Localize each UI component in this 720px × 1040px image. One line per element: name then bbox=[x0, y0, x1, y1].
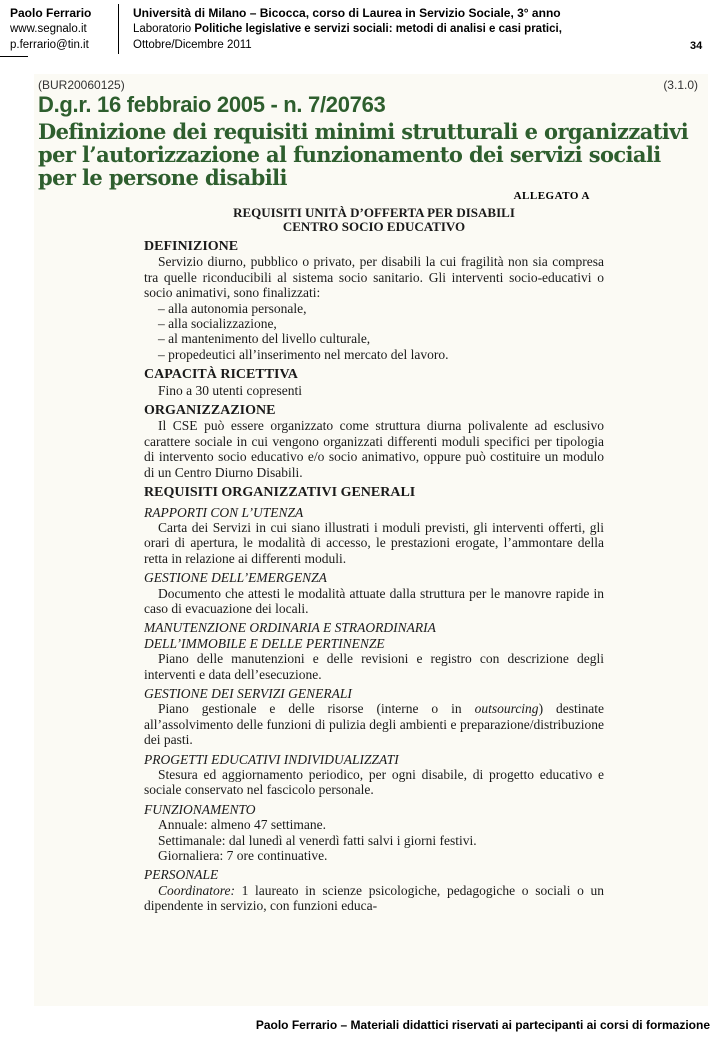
title-line: Definizione dei requisiti minimi strutturali e organizzativi bbox=[38, 119, 689, 144]
subheading-rapporti: RAPPORTI CON L’UTENZA bbox=[144, 504, 304, 520]
document-title bbox=[38, 120, 708, 189]
servizi-text bbox=[144, 701, 604, 747]
author-email: p.ferrario@tin.it bbox=[10, 39, 89, 51]
author-site: www.segnalo.it bbox=[10, 23, 87, 35]
bur-code: (BUR20060125) bbox=[38, 78, 125, 92]
list-item: – al mantenimento del livello culturale, bbox=[144, 331, 604, 346]
personale-label: Coordinatore: bbox=[158, 882, 235, 898]
rapporti-text: Carta dei Servizi in cui siano illustrati i moduli previsti, gli interventi offerti, gli orari di apertura, le modalità di accesso, le prestazioni erogate, l’ammontare della retta in relazione ai differenti moduli. bbox=[144, 519, 604, 566]
page-footer: Paolo Ferrario – Materiali didattici riservati ai partecipanti ai corsi di formazione bbox=[255, 1018, 710, 1032]
section-heading-organizzazione: ORGANIZZAZIONE bbox=[144, 403, 276, 419]
course-line: Università di Milano – Bicocca, corso di Laurea in Servizio Sociale, 3° anno bbox=[133, 6, 561, 20]
subheading-emergenza: GESTIONE DELL’EMERGENZA bbox=[144, 570, 327, 586]
page-number: 34 bbox=[690, 40, 703, 52]
list-item: – alla socializzazione, bbox=[144, 316, 604, 331]
section-heading-capacita: CAPACITÀ RICETTIVA bbox=[144, 367, 298, 383]
section-heading-requisiti: REQUISITI ORGANIZZATIVI GENERALI bbox=[144, 485, 416, 501]
manutenzione-title-line: MANUTENZIONE ORDINARIA E STRAORDINARIA bbox=[144, 620, 436, 636]
list-item: – alla autonomia personale, bbox=[144, 301, 604, 316]
section-ref: (3.1.0) bbox=[663, 78, 698, 92]
dgr-reference: D.g.r. 16 febbraio 2005 - n. 7/20763 bbox=[38, 92, 386, 117]
manutenzione-title-line: DELL’IMMOBILE E DELLE PERTINENZE bbox=[144, 635, 385, 651]
capacita-text: Fino a 30 utenti copresenti bbox=[158, 382, 302, 398]
author-name: Paolo Ferrario bbox=[10, 6, 92, 20]
funz-annuale: Annuale: almeno 47 settimane. bbox=[158, 817, 326, 833]
author-block bbox=[10, 5, 106, 53]
organizzazione-text: Il CSE può essere organizzato come struttura diurna polivalente ad esclusivo carattere sociale in cui vengono organizzati differenti moduli specifici per tipologia di intervento socio educativo e/o socio animativo, oppure può costituire un modulo di un Centro Diurno Disabili. bbox=[144, 418, 604, 480]
servizi-text-a: Piano gestionale e delle risorse (interne o in bbox=[158, 701, 475, 717]
lab-line bbox=[133, 21, 653, 37]
subheading-progetti: PROGETTI EDUCATIVI INDIVIDUALIZZATI bbox=[144, 751, 399, 767]
personale-body: 1 laureato in scienze psicologiche, pedagogiche o sociali o un dipendente in servizio, con funzioni educa- bbox=[144, 882, 604, 914]
scanned-document bbox=[34, 74, 708, 1006]
list-item: – propedeutici all’inserimento nel mercato del lavoro. bbox=[144, 347, 604, 362]
servizi-text-b: ) destinate all’assolvimento delle funzioni di pulizia degli ambienti e preparazione/distribuzione dei pasti. bbox=[144, 701, 604, 748]
title-line: per l’autorizzazione al funzionamento dei servizi sociali bbox=[38, 142, 661, 167]
funz-giornaliera: Giornaliera: 7 ore continuative. bbox=[158, 848, 328, 864]
definizione-text: Servizio diurno, pubblico o privato, per disabili la cui fragilità non sia compresa tra quelle riconducibili al sistema socio sanitario. Gli interventi socio-educativi o socio animativi, sono finalizzati: bbox=[144, 254, 604, 301]
sub-heading: CENTRO SOCIO EDUCATIVO bbox=[282, 219, 466, 234]
subheading-funzionamento: FUNZIONAMENTO bbox=[144, 801, 256, 817]
manutenzione-text: Piano delle manutenzioni e delle revisioni e registro con descrizione degli interventi e data dell’esecuzione. bbox=[144, 651, 604, 682]
personale-text bbox=[144, 883, 604, 914]
servizi-text-em: outsourcing bbox=[474, 701, 539, 717]
header-divider bbox=[118, 4, 119, 54]
page-header bbox=[0, 0, 720, 56]
period-line: Ottobre/Dicembre 2011 bbox=[133, 39, 252, 51]
allegato-label: ALLEGATO A bbox=[513, 190, 590, 202]
lab-prefix: Laboratorio bbox=[133, 23, 195, 35]
course-block bbox=[133, 5, 653, 53]
title-line: per le persone disabili bbox=[38, 165, 287, 190]
section-heading-definizione: DEFINIZIONE bbox=[144, 239, 239, 254]
funz-settimanale: Settimanale: dal lunedì al venerdì fatti salvi i giorni festivi. bbox=[158, 832, 477, 848]
emergenza-text: Documento che attesti le modalità attuate dalla struttura per le manovre rapide in caso di evacuazione dei locali. bbox=[144, 585, 604, 616]
progetti-text: Stesura ed aggiornamento periodico, per ogni disabile, di progetto educativo e sociale conservato nel fascicolo personale. bbox=[144, 767, 604, 798]
subheading-personale: PERSONALE bbox=[144, 867, 219, 883]
subheading-manutenzione bbox=[144, 620, 604, 651]
main-heading: REQUISITI UNITÀ D’OFFERTA PER DISABILI bbox=[233, 205, 515, 220]
header-underline bbox=[0, 56, 28, 57]
lab-title: Politiche legislative e servizi sociali: metodi di analisi e casi pratici, bbox=[194, 23, 562, 35]
subheading-servizi: GESTIONE DEI SERVIZI GENERALI bbox=[144, 685, 352, 701]
document-body bbox=[144, 206, 604, 914]
